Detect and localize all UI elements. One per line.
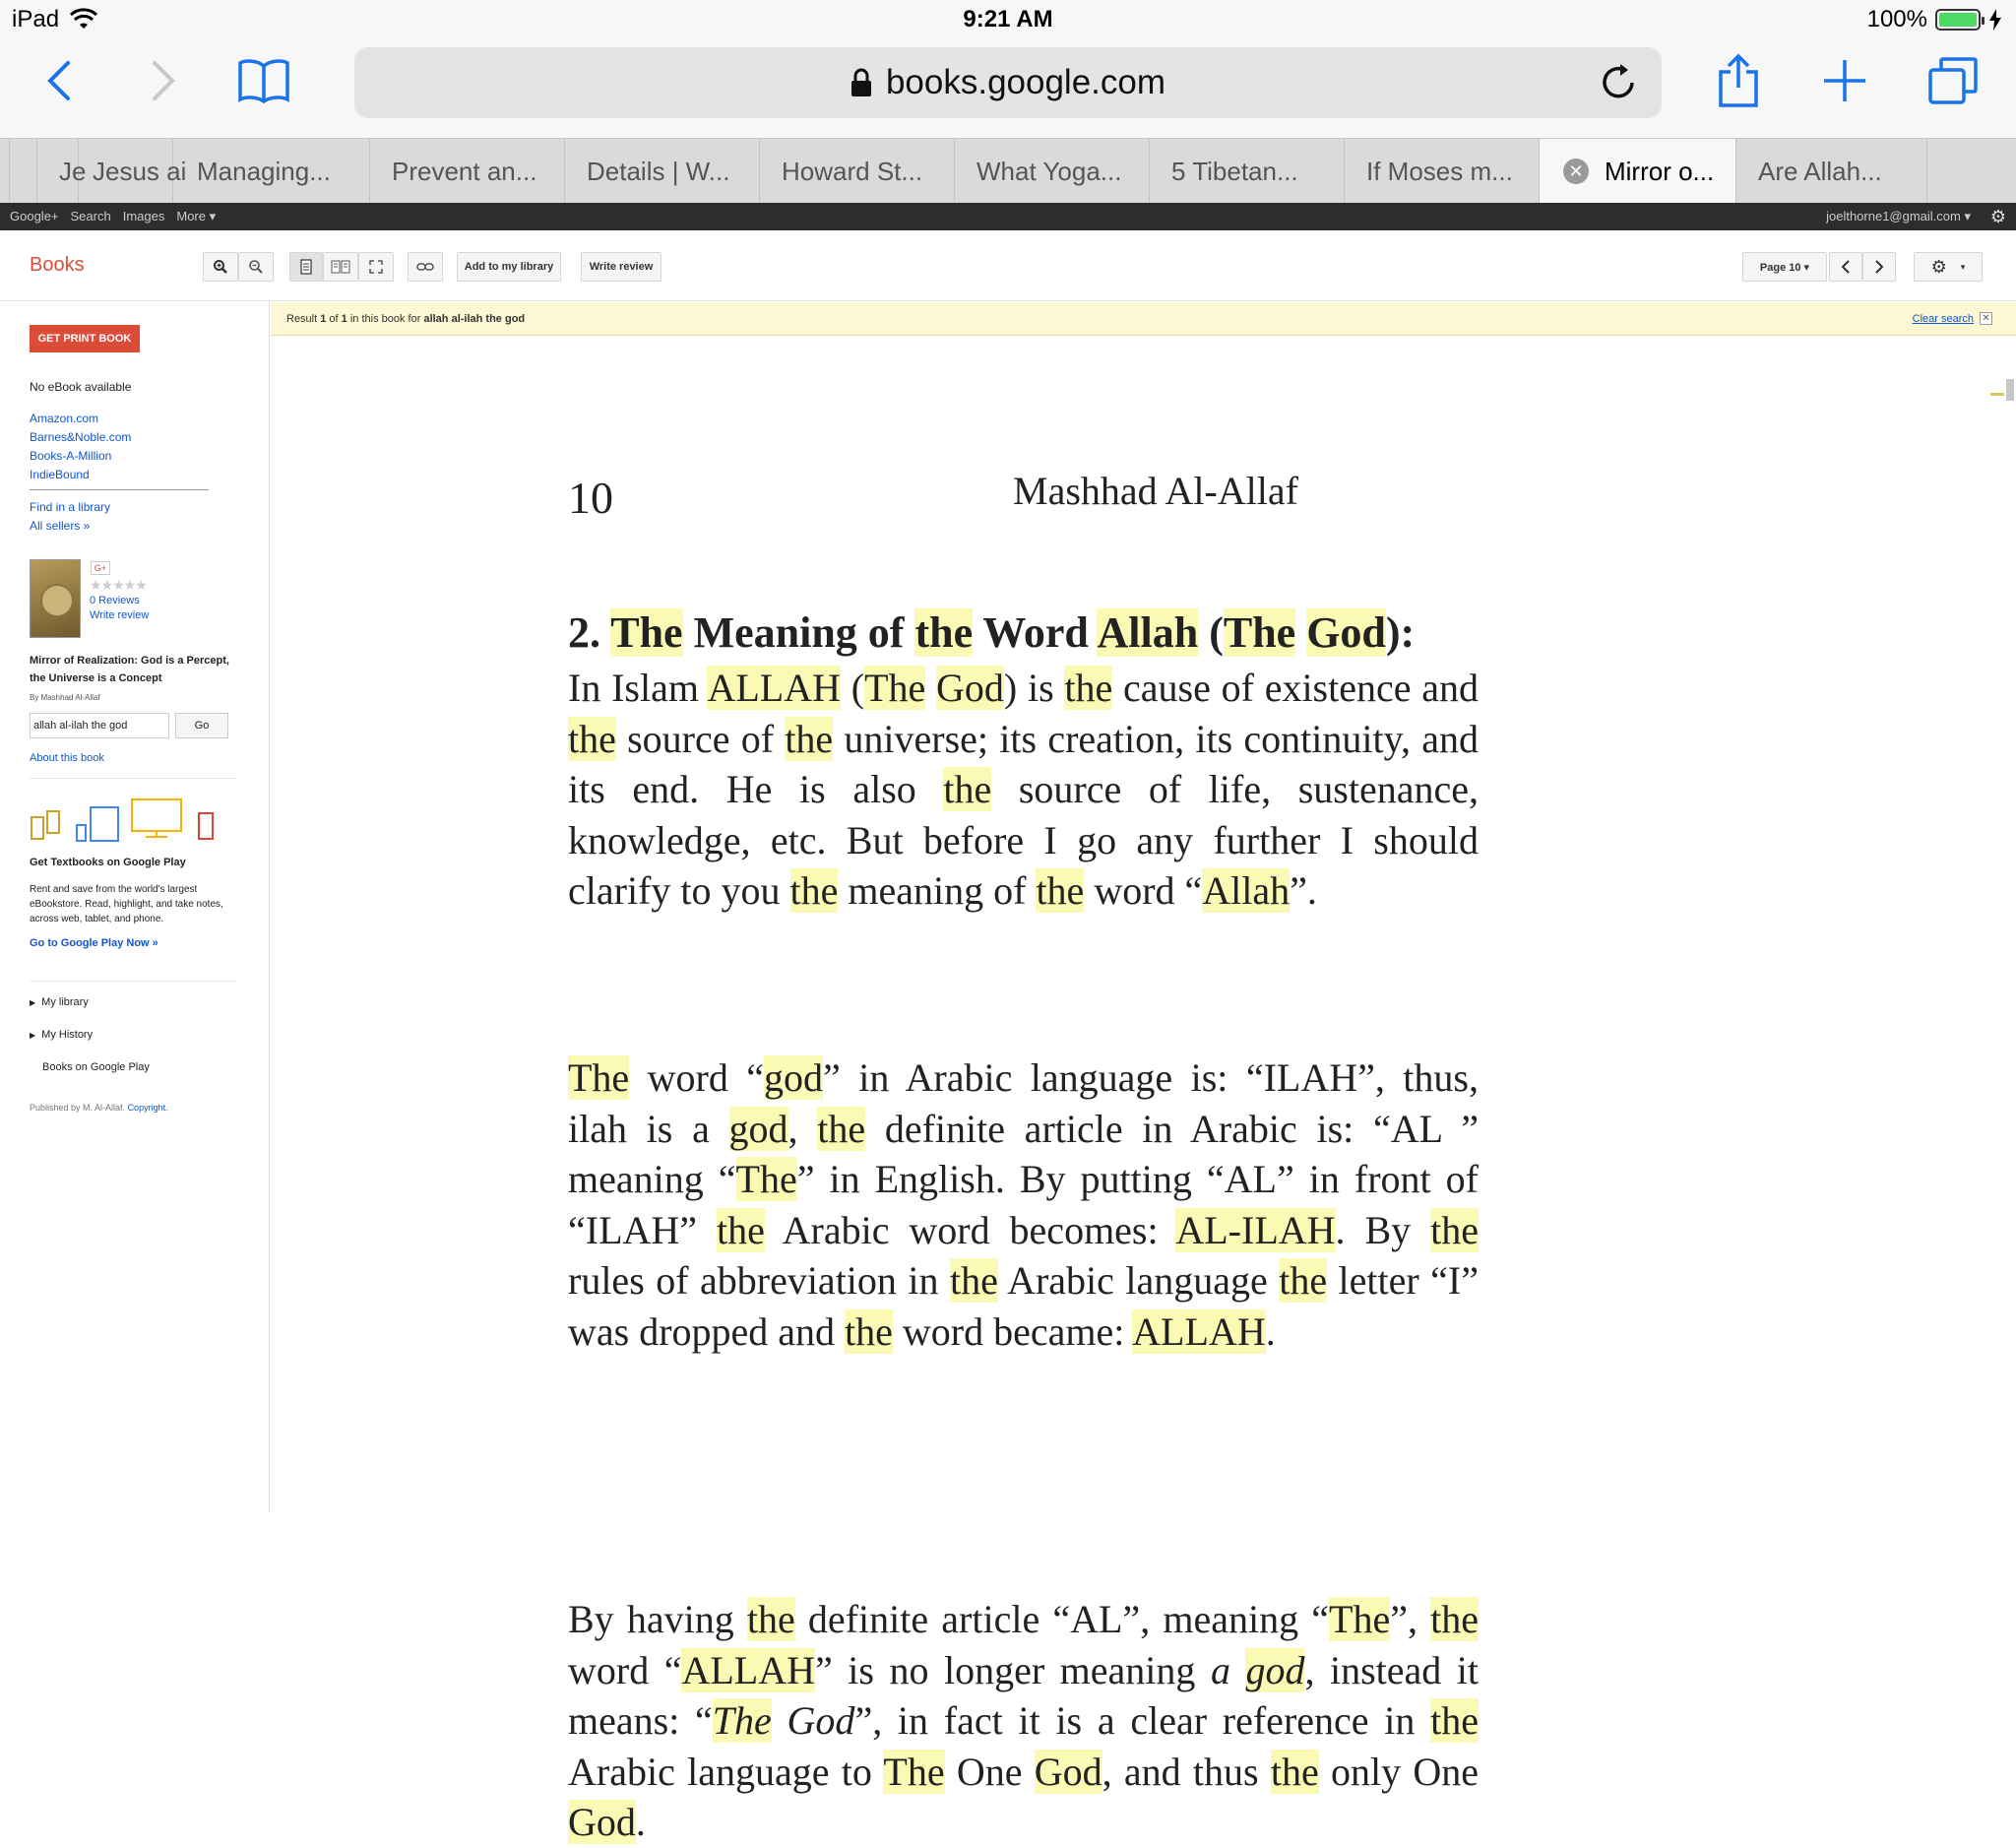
seller-link-amazon[interactable]: Amazon.com: [30, 412, 99, 425]
url-text: books.google.com: [885, 63, 1166, 101]
book-icon: [237, 58, 290, 103]
copyright-link[interactable]: Copyright.: [127, 1103, 168, 1113]
no-ebook-text: No eBook available: [30, 380, 132, 394]
tab-stack-1[interactable]: [0, 139, 10, 204]
paragraph-1: In Islam ALLAH (The God) is the cause of existence and the source of the universe; its creation, its continuity, and its end. He is also the source of life, sustenance, knowledge, etc. But before I go any further I should clarify to you the meaning of the word “Allah”.: [568, 666, 1480, 913]
address-bar[interactable]: [354, 47, 1662, 118]
single-page-button[interactable]: [289, 252, 323, 282]
running-head: Mashhad Al-Allaf: [1013, 469, 1298, 513]
tab-active[interactable]: ✕ Mirror o...: [1540, 139, 1736, 204]
previous-page-button[interactable]: [1829, 252, 1862, 282]
zoom-in-button[interactable]: [203, 252, 238, 282]
rating-stars: ★★★★★: [90, 577, 147, 593]
clear-search-link[interactable]: Clear search: [1912, 312, 1974, 325]
divider: [30, 489, 209, 490]
search-result-bar: [271, 302, 2016, 336]
tab[interactable]: Details | W...: [565, 139, 760, 204]
search-hit-marker: [1990, 393, 2004, 396]
textbooks-heading: Get Textbooks on Google Play: [30, 857, 186, 868]
result-summary: Result 1 of 1 in this book for allah al-ilah the god: [286, 313, 526, 325]
close-icon[interactable]: ✕: [1980, 312, 1992, 325]
google-play-link[interactable]: Go to Google Play Now »: [30, 937, 158, 949]
device-label: iPad: [12, 6, 60, 32]
zoom-out-button[interactable]: [238, 252, 274, 282]
tab[interactable]: If Moses m...: [1345, 139, 1540, 204]
tab[interactable]: Howard St...: [760, 139, 955, 204]
settings-button[interactable]: [1914, 252, 1983, 282]
chevron-right-icon: [149, 59, 178, 102]
publisher-line: Published by M. Al-Allaf. Copyright.: [30, 1103, 168, 1113]
find-in-library-link[interactable]: Find in a library: [30, 500, 111, 514]
seller-link-bam[interactable]: Books-A-Million: [30, 449, 112, 463]
chevron-right-icon: [1874, 260, 1884, 274]
link-icon: [416, 262, 434, 272]
fullscreen-icon: [369, 260, 383, 274]
tab[interactable]: Are Allah...: [1736, 139, 1927, 204]
gplus-button[interactable]: G+: [91, 561, 110, 575]
tab[interactable]: Managing...: [173, 139, 370, 204]
book-cover-thumbnail[interactable]: [30, 559, 81, 638]
gbar-link-images[interactable]: Images: [122, 209, 165, 223]
devices-icon: [30, 797, 226, 843]
browser-toolbar: [0, 39, 2016, 138]
all-sellers-link[interactable]: All sellers »: [30, 519, 91, 533]
back-button[interactable]: [30, 51, 89, 110]
reviews-count-link[interactable]: 0 Reviews: [90, 595, 140, 606]
close-tab-icon[interactable]: ✕: [1563, 159, 1589, 184]
write-review-button[interactable]: Write review: [581, 252, 662, 282]
share-button[interactable]: [1709, 51, 1768, 110]
my-history-link[interactable]: ▶ My History: [30, 1029, 94, 1041]
paragraph-3: By having the definite article “AL”, meaning “The”, the word “ALLAH” is no longer meaning a god, instead it means: “The God”, in fact it is a clear reference in the Arabic language to The One God, and thus the only One God.: [568, 1597, 1480, 1844]
gbar-link-more[interactable]: More ▾: [176, 209, 217, 223]
books-logo[interactable]: Books: [30, 254, 85, 276]
zoom-out-icon: [248, 259, 264, 275]
books-header: [0, 230, 2016, 301]
tab[interactable]: Je: [37, 139, 79, 204]
paragraph-2: The word “god” in Arabic language is: “ILAH”, thus, ilah is a god, the definite article in Arabic is: “AL ” meaning “The” in English. By putting “AL” in front of “ILAH” the Arabic word becomes: AL-ILAH. By the rules of abbreviation in the Arabic language the letter “I” was dropped and the word became: ALLAH.: [568, 1055, 1480, 1354]
chevron-left-icon: [1841, 260, 1851, 274]
gear-icon[interactable]: ⚙: [1989, 207, 2006, 226]
new-tab-button[interactable]: [1815, 51, 1874, 110]
add-to-library-button[interactable]: Add to my library: [457, 252, 561, 282]
book-page-viewer[interactable]: [271, 336, 2016, 1844]
go-button[interactable]: Go: [175, 713, 228, 738]
chevron-down-icon: ▾: [1960, 261, 1966, 272]
page-select[interactable]: Page 10 ▾: [1742, 252, 1827, 282]
fullscreen-button[interactable]: [358, 252, 394, 282]
seller-link-bn[interactable]: Barnes&Noble.com: [30, 430, 132, 444]
account-menu[interactable]: joelthorne1@gmail.com ▾: [1826, 209, 1971, 223]
tab[interactable]: 5 Tibetan...: [1150, 139, 1345, 204]
gear-icon: ⚙: [1930, 256, 1947, 277]
tabs-overview-button[interactable]: [1923, 51, 1983, 110]
next-page-button[interactable]: [1862, 252, 1896, 282]
reload-icon[interactable]: [1597, 61, 1640, 104]
gbar-link-search[interactable]: Search: [70, 209, 111, 223]
tab[interactable]: Jesus ai: [79, 139, 173, 204]
section-heading: 2. The Meaning of the Word Allah (The God):: [568, 608, 1416, 657]
link-button[interactable]: [408, 252, 443, 282]
book-title: Mirror of Realization: God is a Percept, the Universe is a Concept: [30, 655, 229, 684]
search-in-book-input[interactable]: [30, 713, 169, 738]
lock-icon: [850, 68, 872, 97]
chevron-right-icon: ▶: [30, 1031, 36, 1040]
google-bar: [0, 203, 2016, 230]
divider: [30, 981, 236, 982]
book-author: By Mashhad Al-Allaf: [30, 693, 100, 702]
tab-strip: [0, 138, 2016, 203]
chevron-left-icon: [44, 59, 74, 102]
gbar-link-gplus[interactable]: Google+: [10, 209, 59, 223]
single-page-icon: [300, 259, 312, 275]
plus-icon: [1822, 58, 1867, 103]
scroll-thumb[interactable]: [2006, 379, 2014, 401]
get-print-book-button[interactable]: GET PRINT BOOK: [30, 325, 140, 352]
battery-percent: 100%: [1866, 6, 1927, 32]
share-icon: [1717, 54, 1760, 107]
divider: [30, 778, 236, 779]
write-review-link[interactable]: Write review: [90, 609, 150, 621]
tab[interactable]: Prevent an...: [370, 139, 565, 204]
clock: 9:21 AM: [963, 6, 1053, 32]
about-this-book-link[interactable]: About this book: [30, 752, 104, 764]
two-page-icon: [331, 260, 350, 274]
tabs-icon: [1927, 56, 1979, 105]
tab-stack-2[interactable]: [10, 139, 37, 204]
page-number: 10: [568, 473, 613, 523]
sidebar: [0, 301, 270, 1512]
bookmarks-button[interactable]: [234, 51, 293, 110]
status-bar: [0, 0, 2016, 39]
books-on-play-link[interactable]: Books on Google Play: [42, 1061, 150, 1073]
forward-button[interactable]: [134, 51, 193, 110]
my-library-link[interactable]: ▶ My library: [30, 996, 89, 1008]
chevron-right-icon: ▶: [30, 998, 36, 1007]
zoom-in-icon: [213, 259, 228, 275]
tab[interactable]: What Yoga...: [955, 139, 1150, 204]
textbooks-description: Rent and save from the world's largest eBookstore. Read, highlight, and take notes, across web, tablet, and phone.: [30, 884, 223, 924]
two-page-button[interactable]: [323, 252, 358, 282]
battery-icon: [1935, 9, 1981, 31]
seller-link-indiebound[interactable]: IndieBound: [30, 468, 90, 481]
charging-icon: [1988, 9, 2002, 31]
scrollbar[interactable]: [2000, 336, 2016, 1512]
